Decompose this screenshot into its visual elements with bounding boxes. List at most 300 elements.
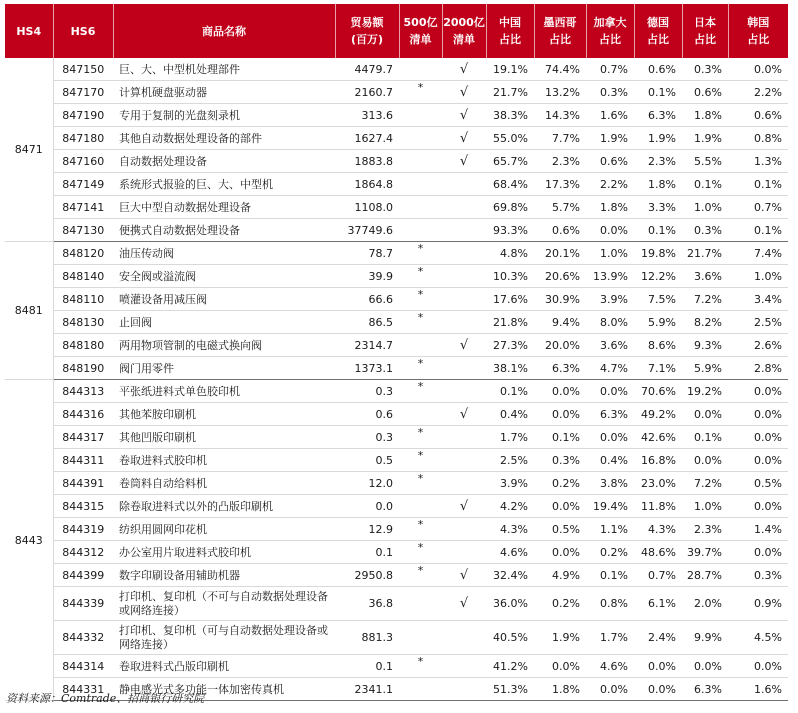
japan-share: 28.7% xyxy=(682,564,728,587)
japan-share: 0.0% xyxy=(682,403,728,426)
korea-share: 0.0% xyxy=(728,655,788,678)
trade-value: 313.6 xyxy=(335,104,399,127)
japan-share: 1.0% xyxy=(682,495,728,518)
list2000-mark xyxy=(442,127,486,150)
hs6-code: 847130 xyxy=(53,219,113,242)
canada-share: 4.6% xyxy=(586,655,634,678)
china-share: 4.3% xyxy=(486,518,534,541)
list500-mark xyxy=(399,678,442,701)
korea-share: 0.1% xyxy=(728,219,788,242)
mexico-share: 74.4% xyxy=(534,58,586,81)
header-germany: 德国 占比 xyxy=(634,4,682,58)
list500-mark xyxy=(399,472,442,495)
table-row xyxy=(5,495,788,518)
china-share: 38.3% xyxy=(486,104,534,127)
canada-share: 3.8% xyxy=(586,472,634,495)
product-name: 系统形式报验的巨、大、中型机 xyxy=(113,173,335,196)
japan-share: 9.3% xyxy=(682,334,728,357)
china-share: 4.6% xyxy=(486,541,534,564)
china-share: 4.2% xyxy=(486,495,534,518)
trade-value: 4479.7 xyxy=(335,58,399,81)
japan-share: 5.9% xyxy=(682,357,728,380)
trade-value: 12.0 xyxy=(335,472,399,495)
check-mark: √ xyxy=(459,406,469,422)
japan-share: 0.3% xyxy=(682,219,728,242)
korea-share: 0.0% xyxy=(728,426,788,449)
canada-share: 1.6% xyxy=(586,104,634,127)
germany-share: 11.8% xyxy=(634,495,682,518)
list500-mark xyxy=(399,403,442,426)
hs6-code: 844317 xyxy=(53,426,113,449)
table-row xyxy=(5,334,788,357)
mexico-share: 6.3% xyxy=(534,357,586,380)
china-share: 55.0% xyxy=(486,127,534,150)
header-list2000: 2000亿 清单 xyxy=(442,4,486,58)
germany-share: 4.3% xyxy=(634,518,682,541)
korea-share: 0.6% xyxy=(728,104,788,127)
china-share: 51.3% xyxy=(486,678,534,701)
product-name: 其他苯胺印刷机 xyxy=(113,403,335,426)
korea-share: 1.0% xyxy=(728,265,788,288)
list2000-mark xyxy=(442,564,486,587)
list2000-mark xyxy=(442,196,486,219)
china-share: 17.6% xyxy=(486,288,534,311)
header-trade: 贸易额 (百万) xyxy=(335,4,399,58)
mexico-share: 9.4% xyxy=(534,311,586,334)
hs6-code: 844316 xyxy=(53,403,113,426)
germany-share: 23.0% xyxy=(634,472,682,495)
list500-mark xyxy=(399,357,442,380)
trade-value: 1373.1 xyxy=(335,357,399,380)
hs4-code: 8471 xyxy=(5,58,53,242)
table-row xyxy=(5,81,788,104)
star-mark: * xyxy=(417,448,424,462)
product-name: 其他自动数据处理设备的部件 xyxy=(113,127,335,150)
japan-share: 0.0% xyxy=(682,449,728,472)
header-mexico: 墨西哥 占比 xyxy=(534,4,586,58)
list500-mark xyxy=(399,380,442,403)
canada-share: 0.0% xyxy=(586,219,634,242)
hs6-code: 848140 xyxy=(53,265,113,288)
trade-value: 1627.4 xyxy=(335,127,399,150)
list500-mark xyxy=(399,288,442,311)
check-mark: √ xyxy=(459,337,469,353)
list2000-mark xyxy=(442,357,486,380)
germany-share: 2.4% xyxy=(634,621,682,655)
product-name: 计算机硬盘驱动器 xyxy=(113,81,335,104)
korea-share: 0.1% xyxy=(728,173,788,196)
product-name: 安全阀或溢流阀 xyxy=(113,265,335,288)
germany-share: 0.0% xyxy=(634,655,682,678)
hs6-code: 844315 xyxy=(53,495,113,518)
product-name: 油压传动阀 xyxy=(113,242,335,265)
header-hs6: HS6 xyxy=(53,4,113,58)
canada-share: 0.2% xyxy=(586,541,634,564)
korea-share: 4.5% xyxy=(728,621,788,655)
hs6-code: 847160 xyxy=(53,150,113,173)
germany-share: 42.6% xyxy=(634,426,682,449)
star-mark: * xyxy=(417,654,424,668)
china-share: 4.8% xyxy=(486,242,534,265)
mexico-share: 17.3% xyxy=(534,173,586,196)
trade-value: 12.9 xyxy=(335,518,399,541)
list500-mark xyxy=(399,173,442,196)
check-mark: √ xyxy=(459,498,469,514)
china-share: 1.7% xyxy=(486,426,534,449)
table-row xyxy=(5,127,788,150)
product-name: 阀门用零件 xyxy=(113,357,335,380)
canada-share: 3.9% xyxy=(586,288,634,311)
mexico-share: 14.3% xyxy=(534,104,586,127)
list500-mark xyxy=(399,265,442,288)
table-row xyxy=(5,150,788,173)
japan-share: 1.8% xyxy=(682,104,728,127)
korea-share: 0.8% xyxy=(728,127,788,150)
japan-share: 3.6% xyxy=(682,265,728,288)
hs6-code: 848120 xyxy=(53,242,113,265)
trade-value: 1883.8 xyxy=(335,150,399,173)
trade-value: 66.6 xyxy=(335,288,399,311)
header-canada: 加拿大 占比 xyxy=(586,4,634,58)
mexico-share: 0.6% xyxy=(534,219,586,242)
list500-mark xyxy=(399,311,442,334)
germany-share: 7.5% xyxy=(634,288,682,311)
japan-share: 8.2% xyxy=(682,311,728,334)
table-row xyxy=(5,655,788,678)
korea-share: 0.3% xyxy=(728,564,788,587)
germany-share: 1.9% xyxy=(634,127,682,150)
mexico-share: 20.6% xyxy=(534,265,586,288)
japan-share: 1.0% xyxy=(682,196,728,219)
china-share: 21.8% xyxy=(486,311,534,334)
list2000-mark xyxy=(442,426,486,449)
check-mark: √ xyxy=(459,567,469,583)
check-mark: √ xyxy=(459,130,469,146)
china-share: 93.3% xyxy=(486,219,534,242)
mexico-share: 7.7% xyxy=(534,127,586,150)
germany-share: 48.6% xyxy=(634,541,682,564)
header-row xyxy=(5,4,788,58)
product-name: 巨大中型自动数据处理设备 xyxy=(113,196,335,219)
star-mark: * xyxy=(417,563,424,577)
trade-value: 86.5 xyxy=(335,311,399,334)
canada-share: 1.9% xyxy=(586,127,634,150)
table-row xyxy=(5,449,788,472)
china-share: 21.7% xyxy=(486,81,534,104)
list2000-mark xyxy=(442,334,486,357)
trade-value: 881.3 xyxy=(335,621,399,655)
canada-share: 6.3% xyxy=(586,403,634,426)
hs4-code: 8443 xyxy=(5,380,53,701)
japan-share: 0.6% xyxy=(682,81,728,104)
korea-share: 0.0% xyxy=(728,58,788,81)
canada-share: 0.4% xyxy=(586,449,634,472)
japan-share: 7.2% xyxy=(682,288,728,311)
japan-share: 19.2% xyxy=(682,380,728,403)
germany-share: 0.7% xyxy=(634,564,682,587)
table-row xyxy=(5,472,788,495)
list2000-mark xyxy=(442,678,486,701)
trade-value: 2160.7 xyxy=(335,81,399,104)
canada-share: 0.0% xyxy=(586,678,634,701)
canada-share: 0.0% xyxy=(586,380,634,403)
table-row xyxy=(5,587,788,621)
header-hs4: HS4 xyxy=(5,4,53,58)
hs6-code: 848110 xyxy=(53,288,113,311)
japan-share: 7.2% xyxy=(682,472,728,495)
china-share: 2.5% xyxy=(486,449,534,472)
header-korea: 韩国 占比 xyxy=(728,4,788,58)
mexico-share: 0.2% xyxy=(534,587,586,621)
product-name: 卷取进料式凸版印刷机 xyxy=(113,655,335,678)
china-share: 10.3% xyxy=(486,265,534,288)
list2000-mark xyxy=(442,173,486,196)
product-name: 打印机、复印机（不可与自动数据处理设备或网络连接） xyxy=(113,587,335,621)
germany-share: 1.8% xyxy=(634,173,682,196)
germany-share: 6.3% xyxy=(634,104,682,127)
china-share: 27.3% xyxy=(486,334,534,357)
germany-share: 0.1% xyxy=(634,219,682,242)
japan-share: 1.9% xyxy=(682,127,728,150)
header-list500: 500亿 清单 xyxy=(399,4,442,58)
china-share: 3.9% xyxy=(486,472,534,495)
hs6-code: 847150 xyxy=(53,58,113,81)
list2000-mark xyxy=(442,288,486,311)
table-row xyxy=(5,219,788,242)
check-mark: √ xyxy=(459,596,469,611)
korea-share: 0.9% xyxy=(728,587,788,621)
china-share: 19.1% xyxy=(486,58,534,81)
korea-share: 0.5% xyxy=(728,472,788,495)
list500-mark xyxy=(399,564,442,587)
check-mark: √ xyxy=(459,61,469,77)
table-row xyxy=(5,564,788,587)
product-name: 卷筒料自动给料机 xyxy=(113,472,335,495)
list2000-mark xyxy=(442,104,486,127)
germany-share: 7.1% xyxy=(634,357,682,380)
canada-share: 2.2% xyxy=(586,173,634,196)
korea-share: 0.7% xyxy=(728,196,788,219)
mexico-share: 0.0% xyxy=(534,655,586,678)
star-mark: * xyxy=(417,80,424,94)
mexico-share: 2.3% xyxy=(534,150,586,173)
list2000-mark xyxy=(442,541,486,564)
list2000-mark xyxy=(442,150,486,173)
product-name: 其他凹版印刷机 xyxy=(113,426,335,449)
korea-share: 2.2% xyxy=(728,81,788,104)
product-name: 打印机、复印机（可与自动数据处理设备或网络连接） xyxy=(113,621,335,655)
canada-share: 0.7% xyxy=(586,58,634,81)
trade-value: 39.9 xyxy=(335,265,399,288)
korea-share: 2.6% xyxy=(728,334,788,357)
japan-share: 2.0% xyxy=(682,587,728,621)
hs6-code: 844319 xyxy=(53,518,113,541)
list500-mark xyxy=(399,621,442,655)
star-mark: * xyxy=(417,540,424,554)
table-row xyxy=(5,265,788,288)
list2000-mark xyxy=(442,219,486,242)
germany-share: 16.8% xyxy=(634,449,682,472)
china-share: 0.1% xyxy=(486,380,534,403)
mexico-share: 30.9% xyxy=(534,288,586,311)
germany-share: 8.6% xyxy=(634,334,682,357)
mexico-share: 20.1% xyxy=(534,242,586,265)
product-name: 纺织用圆网印花机 xyxy=(113,518,335,541)
product-name: 便携式自动数据处理设备 xyxy=(113,219,335,242)
list2000-mark xyxy=(442,655,486,678)
japan-share: 5.5% xyxy=(682,150,728,173)
hs6-code: 844313 xyxy=(53,380,113,403)
list500-mark xyxy=(399,426,442,449)
table-row xyxy=(5,357,788,380)
canada-share: 0.0% xyxy=(586,426,634,449)
star-mark: * xyxy=(417,241,424,255)
product-name: 卷取进料式胶印机 xyxy=(113,449,335,472)
korea-share: 1.3% xyxy=(728,150,788,173)
korea-share: 3.4% xyxy=(728,288,788,311)
list2000-mark xyxy=(442,472,486,495)
hs6-code: 844331 xyxy=(53,678,113,701)
china-share: 40.5% xyxy=(486,621,534,655)
table-row xyxy=(5,173,788,196)
canada-share: 0.6% xyxy=(586,150,634,173)
product-name: 除卷取进料式以外的凸版印刷机 xyxy=(113,495,335,518)
china-share: 38.1% xyxy=(486,357,534,380)
list500-mark xyxy=(399,334,442,357)
korea-share: 7.4% xyxy=(728,242,788,265)
mexico-share: 5.7% xyxy=(534,196,586,219)
japan-share: 6.3% xyxy=(682,678,728,701)
hs6-code: 847190 xyxy=(53,104,113,127)
hs6-code: 847170 xyxy=(53,81,113,104)
table-row xyxy=(5,426,788,449)
table-body xyxy=(5,58,788,701)
mexico-share: 0.3% xyxy=(534,449,586,472)
korea-share: 0.0% xyxy=(728,403,788,426)
japan-share: 0.3% xyxy=(682,58,728,81)
korea-share: 0.0% xyxy=(728,495,788,518)
table-row xyxy=(5,104,788,127)
list500-mark xyxy=(399,127,442,150)
trade-value: 0.6 xyxy=(335,403,399,426)
korea-share: 2.5% xyxy=(728,311,788,334)
trade-value: 78.7 xyxy=(335,242,399,265)
germany-share: 2.3% xyxy=(634,150,682,173)
list2000-mark xyxy=(442,265,486,288)
korea-share: 0.0% xyxy=(728,449,788,472)
hs6-code: 848180 xyxy=(53,334,113,357)
korea-share: 1.4% xyxy=(728,518,788,541)
trade-value: 0.3 xyxy=(335,380,399,403)
product-name: 平张纸进料式单色胶印机 xyxy=(113,380,335,403)
canada-share: 8.0% xyxy=(586,311,634,334)
china-share: 69.8% xyxy=(486,196,534,219)
germany-share: 6.1% xyxy=(634,587,682,621)
canada-share: 19.4% xyxy=(586,495,634,518)
china-share: 36.0% xyxy=(486,587,534,621)
trade-value: 2950.8 xyxy=(335,564,399,587)
star-mark: * xyxy=(417,471,424,485)
list2000-mark xyxy=(442,403,486,426)
canada-share: 1.7% xyxy=(586,621,634,655)
list500-mark xyxy=(399,587,442,621)
star-mark: * xyxy=(417,356,424,370)
japan-share: 9.9% xyxy=(682,621,728,655)
mexico-share: 1.8% xyxy=(534,678,586,701)
source-note: 资料来源：Comtrade、招商银行研究院 xyxy=(6,692,205,705)
mexico-share: 0.1% xyxy=(534,426,586,449)
list500-mark xyxy=(399,196,442,219)
trade-value: 36.8 xyxy=(335,587,399,621)
canada-share: 0.8% xyxy=(586,587,634,621)
product-name: 静电感光式多功能一体加密传真机 xyxy=(113,678,335,701)
trade-value: 1864.8 xyxy=(335,173,399,196)
list500-mark xyxy=(399,104,442,127)
trade-value: 0.1 xyxy=(335,655,399,678)
canada-share: 4.7% xyxy=(586,357,634,380)
mexico-share: 0.0% xyxy=(534,495,586,518)
list2000-mark xyxy=(442,518,486,541)
china-share: 32.4% xyxy=(486,564,534,587)
hs6-code: 848190 xyxy=(53,357,113,380)
trade-value: 2341.1 xyxy=(335,678,399,701)
mexico-share: 20.0% xyxy=(534,334,586,357)
table-row xyxy=(5,621,788,655)
product-name: 数字印刷设备用辅助机器 xyxy=(113,564,335,587)
table-row xyxy=(5,58,788,81)
mexico-share: 0.0% xyxy=(534,541,586,564)
hs6-code: 844311 xyxy=(53,449,113,472)
trade-value: 0.5 xyxy=(335,449,399,472)
japan-share: 39.7% xyxy=(682,541,728,564)
list2000-mark xyxy=(442,449,486,472)
trade-value: 0.0 xyxy=(335,495,399,518)
list500-mark xyxy=(399,219,442,242)
product-name: 自动数据处理设备 xyxy=(113,150,335,173)
korea-share: 2.8% xyxy=(728,357,788,380)
list2000-mark xyxy=(442,380,486,403)
mexico-share: 0.0% xyxy=(534,403,586,426)
list500-mark xyxy=(399,541,442,564)
product-name: 喷灌设备用减压阀 xyxy=(113,288,335,311)
canada-share: 0.3% xyxy=(586,81,634,104)
check-mark: √ xyxy=(459,153,469,169)
germany-share: 49.2% xyxy=(634,403,682,426)
hs6-code: 844312 xyxy=(53,541,113,564)
list500-mark xyxy=(399,81,442,104)
trade-value: 1108.0 xyxy=(335,196,399,219)
list2000-mark xyxy=(442,495,486,518)
hs6-code: 847180 xyxy=(53,127,113,150)
germany-share: 19.8% xyxy=(634,242,682,265)
trade-value: 0.3 xyxy=(335,426,399,449)
product-name: 两用物项管制的电磁式换向阀 xyxy=(113,334,335,357)
star-mark: * xyxy=(417,264,424,278)
check-mark: √ xyxy=(459,84,469,100)
mexico-share: 13.2% xyxy=(534,81,586,104)
trade-value: 2314.7 xyxy=(335,334,399,357)
list500-mark xyxy=(399,655,442,678)
germany-share: 12.2% xyxy=(634,265,682,288)
canada-share: 1.0% xyxy=(586,242,634,265)
hs6-code: 844391 xyxy=(53,472,113,495)
japan-share: 0.1% xyxy=(682,426,728,449)
japan-share: 0.1% xyxy=(682,173,728,196)
germany-share: 70.6% xyxy=(634,380,682,403)
germany-share: 5.9% xyxy=(634,311,682,334)
hs6-code: 848130 xyxy=(53,311,113,334)
list500-mark xyxy=(399,242,442,265)
